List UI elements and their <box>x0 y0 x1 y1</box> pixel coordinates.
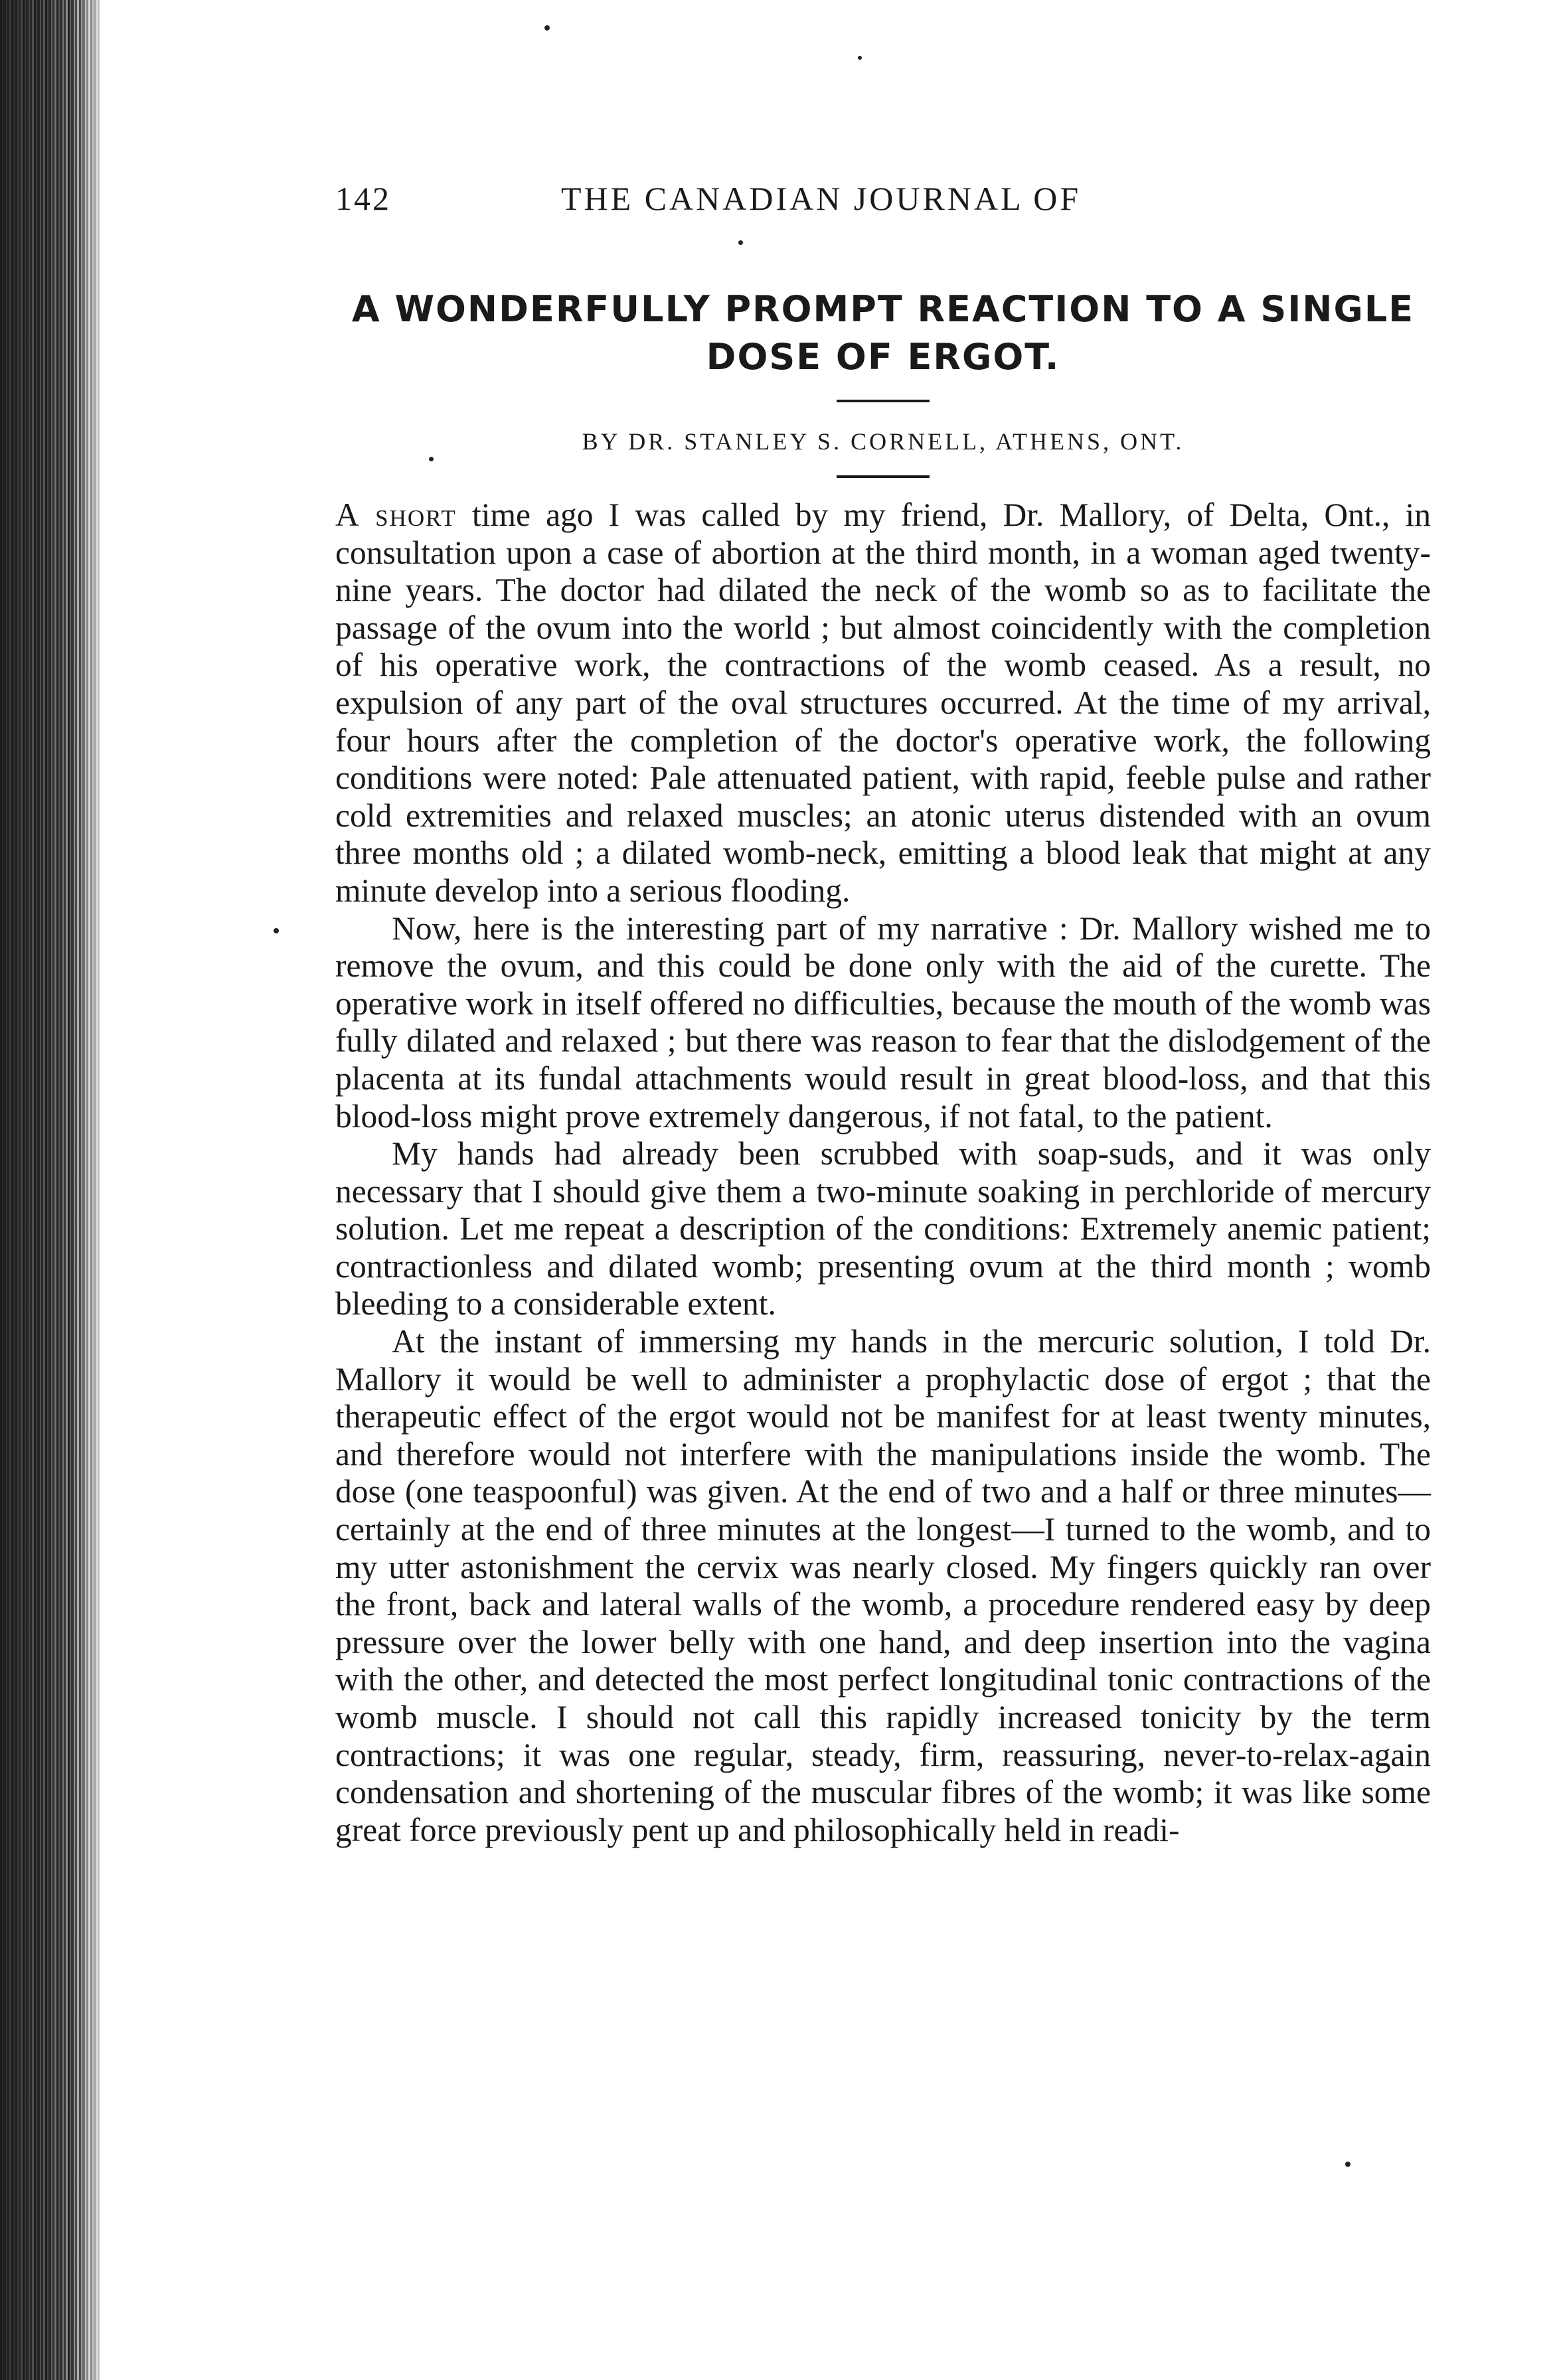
paragraph-4: At the instant of immersing my hands in the mercuric solution, I told Dr. Mallory it would be well to administer a prophylactic dose of ergot ; that the therapeutic effect of the ergot would not be manifest for at least twenty minutes, and therefore would not interfere with the manipulations inside the womb. The dose (one teaspoonful) was given. At the end of two and a half or three minutes—certainly at the end of three minutes at the longest—I turned to the womb, and to my utter astonishment the cervix was nearly closed. My fingers quickly ran over the front, back and lateral walls of the womb, a procedure rendered easy by deep pressure over the lower belly with one hand, and deep insertion into the vagina with the other, and detected the most perfect longitudinal tonic contractions of the womb muscle. I should not call this rapidly increased tonicity by the term contractions; it was one regular, steady, firm, reassuring, never-to-relax-again condensation and shortening of the muscular fibres of the womb; it was like some great force previously pent up and philosophically held in readi- <box>335 1323 1431 1848</box>
paragraph-3: My hands had already been scrubbed with soap-suds, and it was only necessary that I should give them a two-minute soaking in perchloride of mercury solution. Let me repeat a description of the conditions: Extremely anemic patient; contractionless and dilated womb; presenting ovum at the third month ; womb bleeding to a considerable extent. <box>335 1135 1431 1322</box>
paragraph-1 <box>335 497 1431 910</box>
journal-page <box>335 179 1431 1849</box>
paragraph-1-lead: A short <box>335 497 457 533</box>
journal-title: THE CANADIAN JOURNAL OF <box>561 180 1082 217</box>
article-title <box>335 285 1431 381</box>
binding-fade <box>73 0 113 2380</box>
scan-speck <box>1345 2162 1350 2167</box>
scan-speck <box>858 56 862 60</box>
paragraph-2: Now, here is the interesting part of my narrative : Dr. Mallory wished me to remove the ovum, and this could be done only with the aid of the curette. The operative work in itself offered no difficulties, because the mouth of the womb was fully dilated and relaxed ; but there was reason to fear that the dislodgement of the placenta at its fundal attachments would result in great blood-loss, and that this blood-loss might prove extremely dangerous, if not fatal, to the patient. <box>335 910 1431 1135</box>
title-rule <box>837 400 930 402</box>
running-head <box>335 179 1431 226</box>
scan-speck <box>274 928 279 933</box>
article-title-line-1: A WONDERFULLY PROMPT REACTION TO A SINGLE <box>351 288 1415 330</box>
paragraph-1-text: time ago I was called by my friend, Dr. Mallory, of Delta, Ont., in consultation upon a case of abortion at the third month, in a woman aged twenty-nine years. The doctor had dilated the neck of the womb so as to facilitate the passage of the ovum into the world ; but almost coincidently with the completion of his operative work, the contractions of the womb ceased. As a result, no expulsion of any part of the oval structures occurred. At the time of my arrival, four hours after the completion of the doctor's operative work, the following conditions were noted: Pale attenuated patient, with rapid, feeble pulse and rather cold extremities and relaxed muscles; an atonic uterus distended with an ovum three months old ; a dilated womb-neck, emitting a blood leak that might at any minute develop into a serious flooding. <box>335 497 1432 909</box>
page-number: 142 <box>335 180 391 217</box>
article-title-line-2: DOSE OF ERGOT. <box>706 336 1060 378</box>
scan-speck <box>544 25 550 31</box>
article-byline: BY DR. STANLEY S. CORNELL, ATHENS, ONT. <box>582 428 1185 455</box>
byline-rule <box>837 475 930 478</box>
article-body <box>335 497 1431 1849</box>
